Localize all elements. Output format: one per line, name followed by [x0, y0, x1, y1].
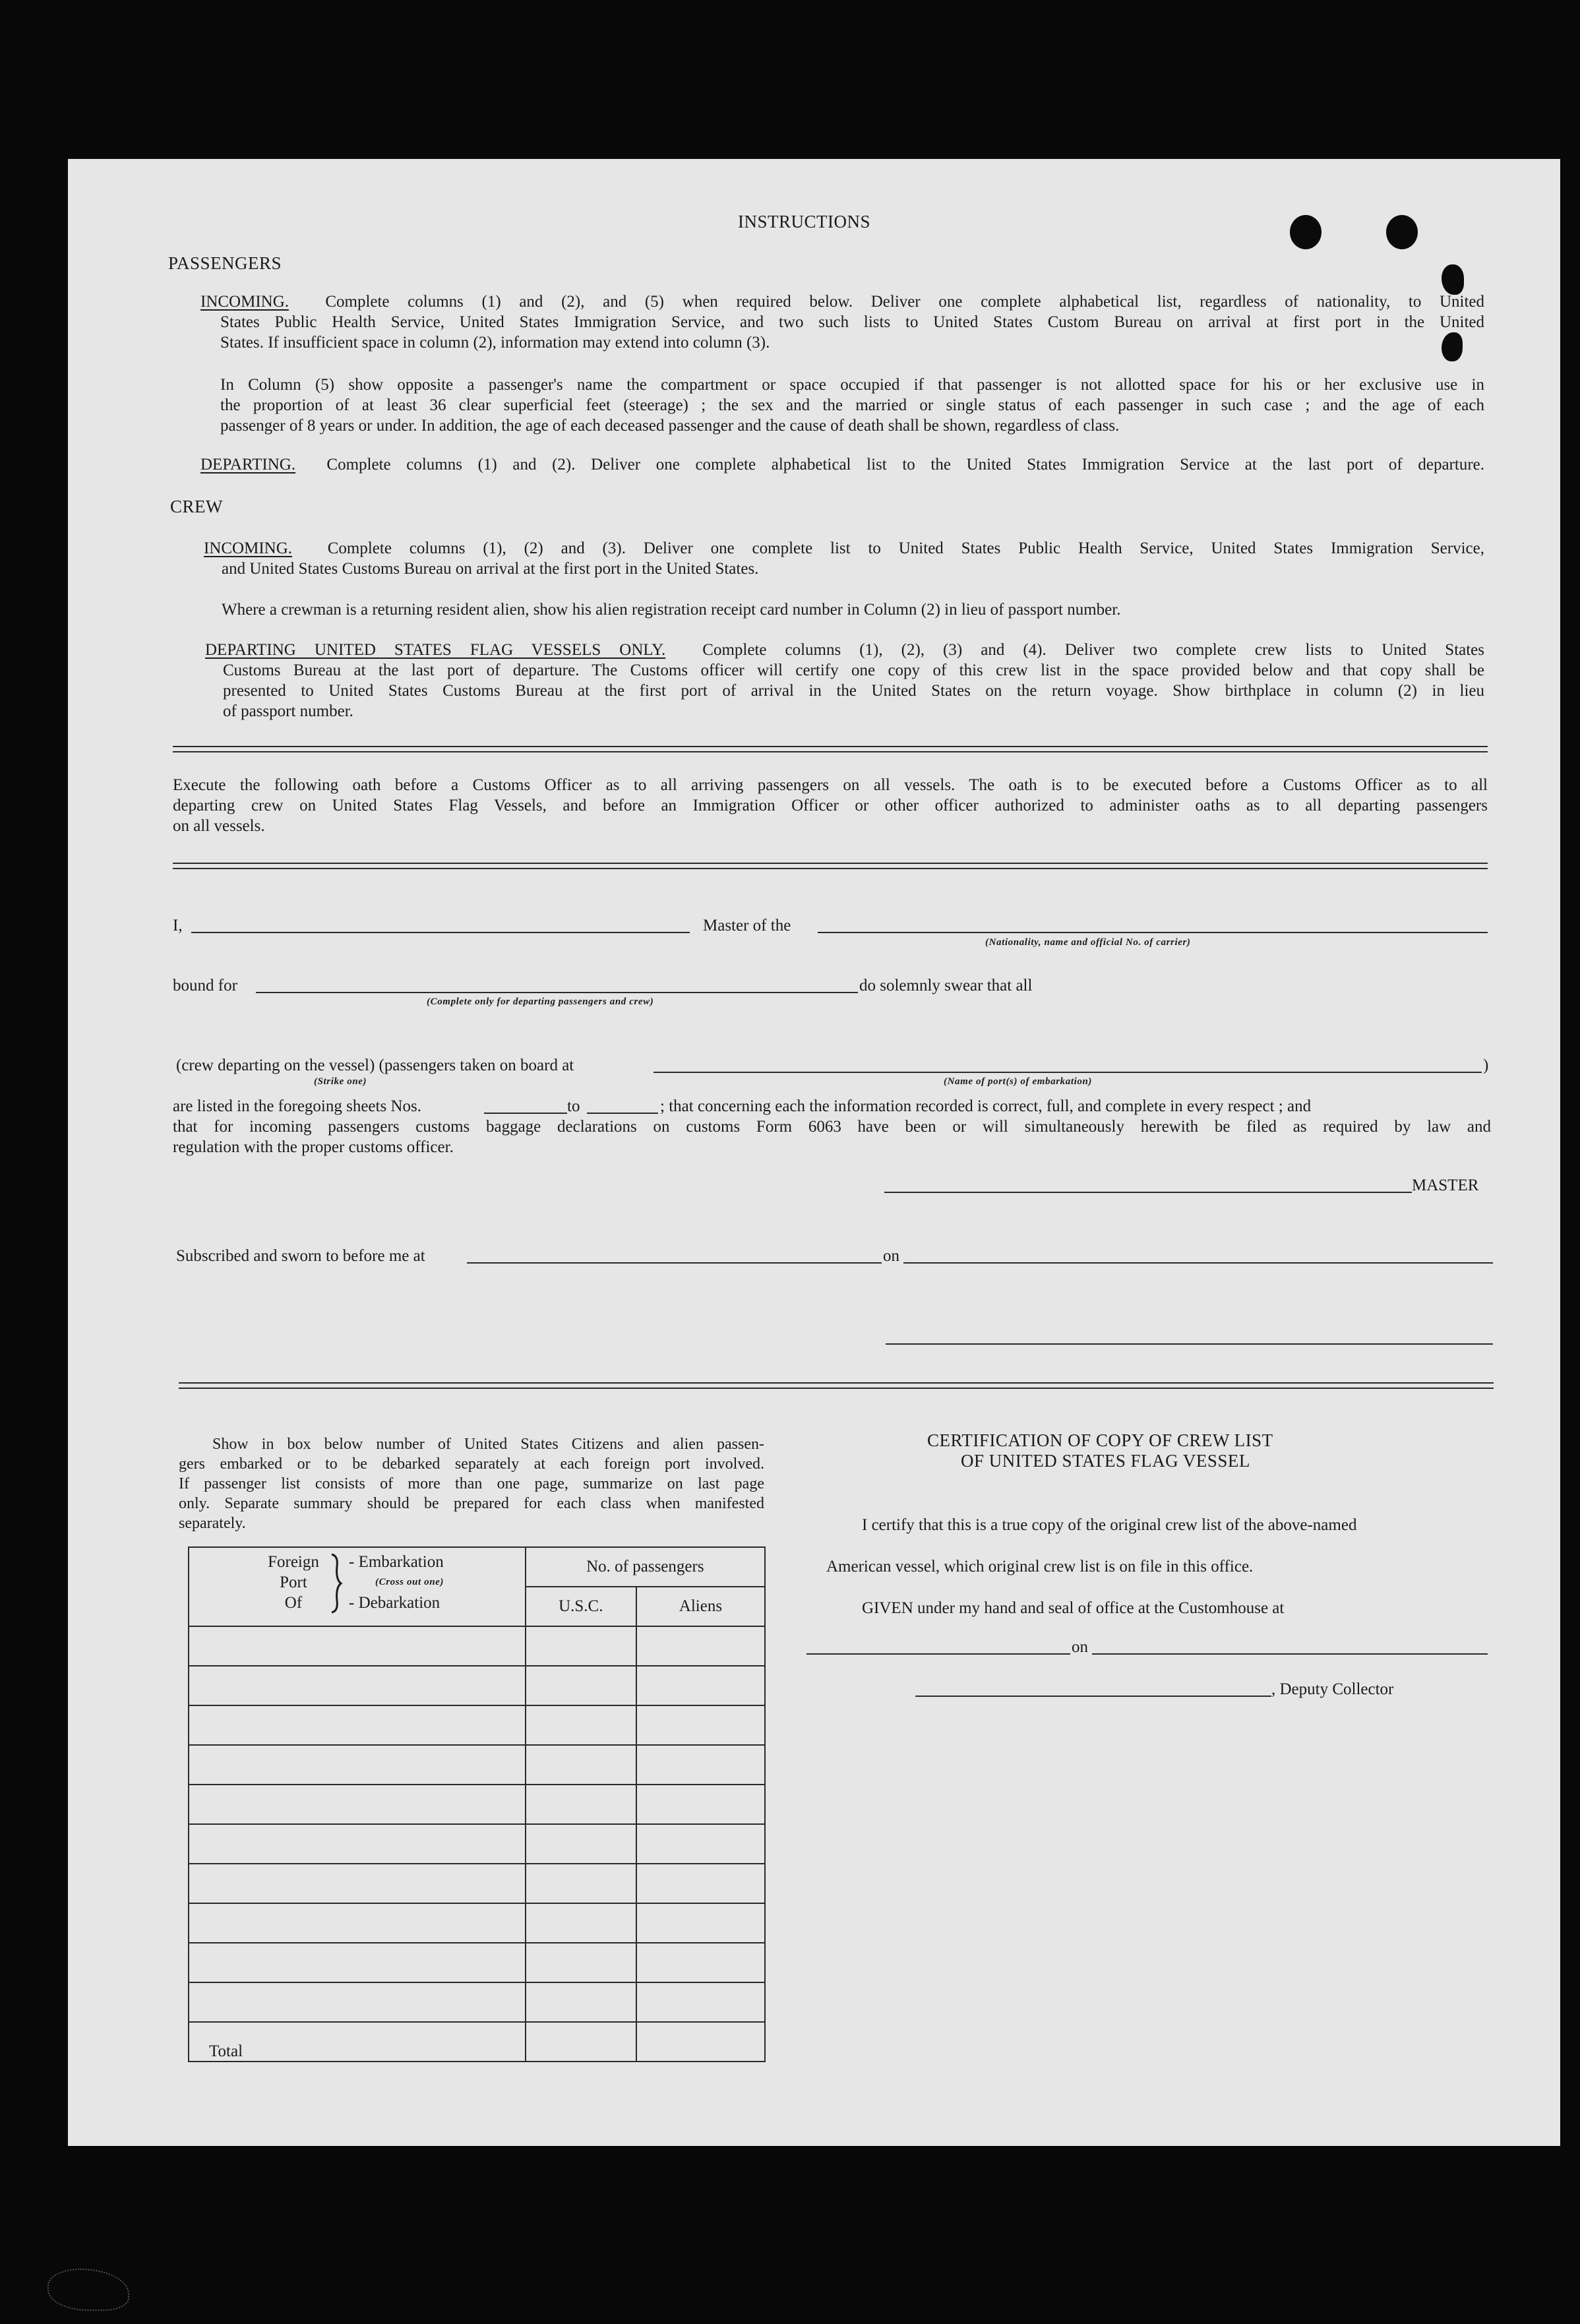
- summary-port-cell[interactable]: [189, 1666, 526, 1705]
- certification-title-line-1: CERTIFICATION OF COPY OF CREW LIST: [927, 1430, 1273, 1450]
- crew-incoming-label: INCOMING.: [204, 539, 293, 557]
- summary-usc-cell[interactable]: [526, 1785, 636, 1824]
- oath-i-label: I,: [173, 917, 183, 934]
- summary-usc-cell[interactable]: [526, 1626, 636, 1666]
- sheet-to-field[interactable]: [587, 1113, 658, 1114]
- summary-usc-cell[interactable]: [526, 2022, 636, 2062]
- crew-resident-alien-text: Where a crewman is a returning resident alien, show his alien registration receipt card number in Column (2) in lieu of passport number.: [222, 601, 1121, 619]
- crew-incoming-instructions: [204, 538, 1484, 559]
- certify-line-1: I certify that this is a true copy of the original crew list of the above-named: [862, 1516, 1357, 1534]
- summary-row: [189, 1745, 765, 1785]
- summary-usc-cell[interactable]: [526, 1824, 636, 1864]
- summary-aliens-cell[interactable]: [636, 1705, 765, 1745]
- summary-usc-cell[interactable]: [526, 1666, 636, 1705]
- punch-hole-icon: [1386, 215, 1418, 249]
- summary-port-cell[interactable]: [189, 1626, 526, 1666]
- port-label: Port: [280, 1574, 307, 1591]
- summary-aliens-cell[interactable]: [636, 1745, 765, 1785]
- close-paren: ): [1483, 1056, 1489, 1074]
- sworn-on-field[interactable]: [903, 1262, 1493, 1264]
- oath-instruction-line-3: on all vessels.: [173, 817, 265, 835]
- summary-usc-cell[interactable]: [526, 1982, 636, 2022]
- master-name-field[interactable]: [191, 932, 690, 933]
- carrier-caption: (Nationality, name and official No. of carrier): [985, 937, 1191, 948]
- page-title: INSTRUCTIONS: [738, 212, 871, 231]
- summary-instruction: [179, 1434, 764, 1533]
- brace-icon: [329, 1553, 344, 1614]
- crew-departing-line-1: Complete columns (1), (2), (3) and (4). Deliver two complete crew lists to United States: [702, 641, 1485, 659]
- cross-out-label: (Cross out one): [375, 1577, 444, 1587]
- oath-instruction-line-2: departing crew on United States Flag Vessels, and before an Immigration Officer or other officer authorized to administer oaths as to all departing passengers: [173, 797, 1488, 814]
- column5-line-2: the proportion of at least 36 clear superficial feet (steerage) ; the sex and the married or single status of each passenger in such case ; and the age of each: [220, 396, 1484, 414]
- column5-line-1: In Column (5) show opposite a passenger's name the compartment or space occupied if that passenger is not allotted space for his or her exclusive use in: [220, 376, 1484, 394]
- sheet-from-field[interactable]: [484, 1113, 567, 1114]
- oath-body: [173, 1116, 1491, 1157]
- summary-aliens-cell[interactable]: [636, 1666, 765, 1705]
- strike-one-text: (crew departing on the vessel) (passengers taken on board at: [176, 1056, 574, 1074]
- summary-row: [189, 1666, 765, 1705]
- summary-port-cell[interactable]: [189, 1745, 526, 1785]
- sheets-rest-text: ; that concerning each the information recorded is correct, full, and complete in every respect ; and: [660, 1097, 1312, 1115]
- crew-departing-line-3: presented to United States Customs Bureau at the first port of arrival in the United States on the return voyage. Show birthplace in column (2) in lieu: [223, 682, 1484, 700]
- deputy-collector-field[interactable]: [915, 1696, 1271, 1697]
- usc-header: U.S.C.: [526, 1587, 636, 1626]
- summary-usc-cell[interactable]: [526, 1903, 636, 1943]
- summary-aliens-cell[interactable]: [636, 1626, 765, 1666]
- crew-departing-label: DEPARTING UNITED STATES FLAG VESSELS ONLY.: [205, 641, 666, 659]
- bound-for-caption: (Complete only for departing passengers and crew): [427, 996, 654, 1007]
- certification-date-field[interactable]: [1092, 1653, 1488, 1655]
- summary-port-cell[interactable]: Total: [189, 2022, 526, 2062]
- margin-mark-icon: [1442, 264, 1464, 295]
- master-of-label: Master of the: [703, 917, 791, 934]
- passengers-departing-text: Complete columns (1) and (2). Deliver one complete alphabetical list to the United States Immigration Service at the last port of departure.: [326, 456, 1485, 474]
- summary-port-cell[interactable]: [189, 1943, 526, 1982]
- port-of-embarkation-field[interactable]: [653, 1072, 1482, 1073]
- summary-aliens-cell[interactable]: [636, 1903, 765, 1943]
- summary-port-cell[interactable]: [189, 1705, 526, 1745]
- passengers-incoming-line-1: Complete columns (1) and (2), and (5) when required below. Deliver one complete alphabetical list, regardless of nationality, to United: [325, 293, 1485, 311]
- crew-incoming-line-1: Complete columns (1), (2) and (3). Deliver one complete list to United States Public Health Service, United States Immigration Service,: [327, 539, 1484, 557]
- port-caption: (Name of port(s) of embarkation): [944, 1076, 1093, 1087]
- sheets-label: are listed in the foregoing sheets Nos.: [173, 1097, 421, 1115]
- bound-for-label: bound for: [173, 977, 237, 994]
- summary-line-4: only. Separate summary should be prepared for each class when manifested: [179, 1495, 764, 1512]
- section-divider: [173, 863, 1488, 869]
- form-page: [68, 159, 1560, 2146]
- passengers-departing-instructions: [200, 454, 1484, 475]
- crew-departing-line-4: of passport number.: [223, 702, 353, 720]
- passengers-incoming-continued: [220, 312, 1484, 353]
- foreign-port-header: [189, 1547, 526, 1626]
- bound-for-field[interactable]: [256, 992, 858, 993]
- summary-row: [189, 1982, 765, 2022]
- given-text: GIVEN under my hand and seal of office at the Customhouse at: [862, 1599, 1285, 1617]
- summary-port-cell[interactable]: [189, 1903, 526, 1943]
- officer-signature-field[interactable]: [886, 1343, 1493, 1345]
- summary-line-3: If passenger list consists of more than one page, summarize on last page: [179, 1475, 764, 1492]
- passengers-heading: PASSENGERS: [168, 253, 282, 273]
- master-signature-field[interactable]: [884, 1192, 1412, 1193]
- scan-artifact: [47, 2269, 129, 2311]
- column5-line-3: passenger of 8 years or under. In addition, the age of each deceased passenger and the cause of death shall be shown, regardless of class.: [220, 417, 1120, 435]
- summary-usc-cell[interactable]: [526, 1705, 636, 1745]
- punch-hole-icon: [1290, 215, 1322, 249]
- summary-row: [189, 1705, 765, 1745]
- strike-one-caption: (Strike one): [314, 1076, 367, 1087]
- crew-departing-line-2: Customs Bureau at the last port of departure. The Customs officer will certify one copy of this crew list in the space provided below and that copy shall be: [223, 661, 1484, 679]
- subscribed-label: Subscribed and sworn to before me at: [176, 1247, 425, 1265]
- certification-title-line-2: OF UNITED STATES FLAG VESSEL: [961, 1451, 1250, 1471]
- summary-usc-cell[interactable]: [526, 1864, 636, 1903]
- summary-row: [189, 1785, 765, 1824]
- carrier-field[interactable]: [818, 932, 1488, 933]
- crew-departing-continued: [223, 660, 1484, 721]
- passengers-column5-instructions: [220, 375, 1484, 436]
- oath-instruction-line-1: Execute the following oath before a Customs Officer as to all arriving passengers on all vessels. The oath is to be executed before a Customs Officer as to all: [173, 776, 1488, 794]
- summary-row: [189, 1824, 765, 1864]
- summary-aliens-cell[interactable]: [636, 1864, 765, 1903]
- customhouse-field[interactable]: [806, 1653, 1070, 1655]
- summary-line-5: separately.: [179, 1515, 246, 1532]
- summary-aliens-cell[interactable]: [636, 1785, 765, 1824]
- passengers-incoming-label: INCOMING.: [200, 293, 289, 311]
- no-passengers-header: No. of passengers: [526, 1547, 765, 1587]
- to-label: to: [567, 1097, 580, 1115]
- deputy-collector-label: , Deputy Collector: [1271, 1680, 1394, 1698]
- summary-row: [189, 1943, 765, 1982]
- certification-on-label: on: [1072, 1638, 1088, 1656]
- debarkation-label: - Debarkation: [349, 1594, 441, 1612]
- summary-row: [189, 1903, 765, 1943]
- crew-departing-instructions: [205, 640, 1484, 660]
- summary-usc-cell[interactable]: [526, 1943, 636, 1982]
- summary-port-cell[interactable]: [189, 1785, 526, 1824]
- passengers-departing-label: DEPARTING.: [200, 456, 296, 474]
- section-divider: [179, 1382, 1494, 1389]
- oath-line-2: regulation with the proper customs officer.: [173, 1138, 454, 1156]
- foreign-label: Foreign: [268, 1553, 319, 1571]
- summary-line-2: gers embarked or to be debarked separately at each foreign port involved.: [179, 1455, 764, 1473]
- sworn-at-field[interactable]: [467, 1262, 882, 1264]
- summary-row: [189, 2022, 765, 2062]
- summary-aliens-cell[interactable]: [636, 1982, 765, 2022]
- passengers-incoming-instructions: [200, 291, 1484, 312]
- summary-rows: [189, 1626, 765, 2062]
- oath-instruction: [173, 775, 1488, 836]
- swear-text: do solemnly swear that all: [859, 977, 1033, 994]
- summary-aliens-cell[interactable]: [636, 2022, 765, 2062]
- summary-line-1: Show in box below number of United States Citizens and alien passen-: [212, 1436, 764, 1453]
- embarkation-label: - Embarkation: [349, 1553, 444, 1571]
- summary-row: [189, 1864, 765, 1903]
- aliens-header: Aliens: [636, 1587, 765, 1626]
- master-label: MASTER: [1412, 1177, 1479, 1194]
- summary-port-cell[interactable]: [189, 1864, 526, 1903]
- passengers-incoming-line-2: States Public Health Service, United States Immigration Service, and two such lists to United States Custom Bureau on arrival at first port in the United: [220, 313, 1484, 331]
- summary-row: [189, 1626, 765, 1666]
- oath-line-1: that for incoming passengers customs baggage declarations on customs Form 6063 have been or will simultaneously herewith be filed as required by law and: [173, 1118, 1491, 1136]
- certify-line-2: American vessel, which original crew list is on file in this office.: [826, 1558, 1254, 1575]
- summary-aliens-cell[interactable]: [636, 1943, 765, 1982]
- summary-port-cell[interactable]: [189, 1982, 526, 2022]
- passengers-incoming-line-3: States. If insufficient space in column (2), information may extend into column (3).: [220, 334, 770, 352]
- passenger-summary-table: [188, 1546, 766, 2062]
- sworn-on-label: on: [883, 1247, 899, 1265]
- summary-port-cell[interactable]: [189, 1824, 526, 1864]
- summary-usc-cell[interactable]: [526, 1745, 636, 1785]
- section-divider: [173, 746, 1488, 752]
- crew-heading: CREW: [170, 497, 223, 516]
- crew-incoming-line-2: and United States Customs Bureau on arrival at the first port in the United States.: [222, 560, 759, 578]
- summary-aliens-cell[interactable]: [636, 1824, 765, 1864]
- of-label: Of: [284, 1594, 303, 1612]
